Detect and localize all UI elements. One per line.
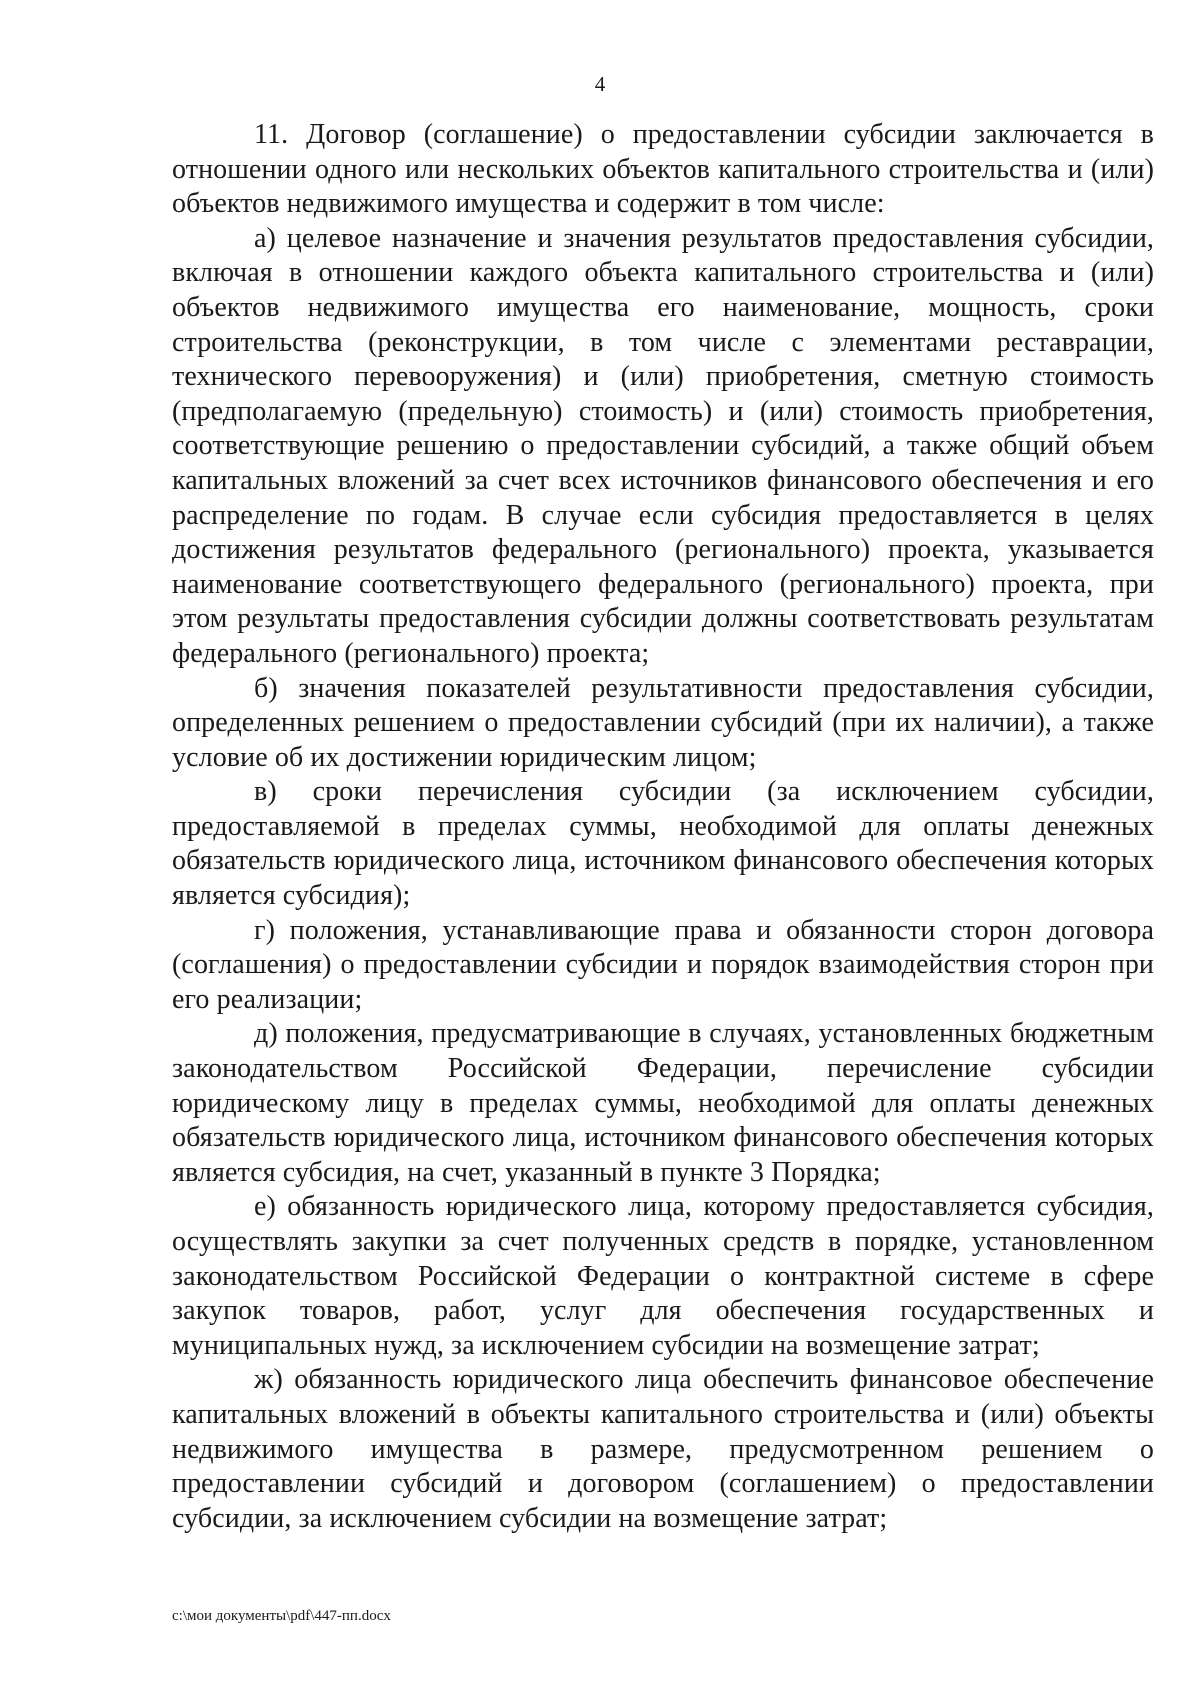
- item-d: д) положения, предусматривающие в случаях, установленных бюджетным законодательством Российской Федерации, перечисление субсидии юридическому лицу в пределах суммы, необходимой для оплаты денежных обязательств юридического лица, источником финансового обеспечения которых является субсидия, на счет, указанный в пункте 3 Порядка;: [172, 1018, 1154, 1188]
- item-a: а) целевое назначение и значения результатов предоставления субсидии, включая в отношении каждого объекта капитального строительства и (или) объектов недвижимого имущества его наименование, мощность, сроки строительства (реконструкции, в том числе с элементами реставрации, технического перевооружения) и (или) приобретения, сметную стоимость (предполагаемую (предельную) стоимость) и (или) стоимость приобретения, соответствующие решению о предоставлении субсидий, а также общий объем капитальных вложений за счет всех источников финансового обеспечения и его распределение по годам. В случае если субсидия предоставляется в целях достижения результатов федерального (регионального) проекта, указывается наименование соответствующего федерального (регионального) проекта, при этом результаты предоставления субсидии должны соответствовать результатам федерального (регионального) проекта;: [172, 222, 1154, 669]
- item-zh: ж) обязанность юридического лица обеспечить финансовое обеспечение капитальных вложений в объекты капитального строительства и (или) объекты недвижимого имущества в размере, предусмотренном решением о предоставлении субсидий и договором (соглашением) о предоставлении субсидии, за исключением субсидии на возмещение затрат;: [172, 1364, 1154, 1534]
- clause-number: 11.: [254, 119, 289, 150]
- item-g: г) положения, устанавливающие права и обязанности сторон договора (соглашения) о предоставлении субсидии и порядок взаимодействия сторон при его реализации;: [172, 914, 1154, 1015]
- item-e: е) обязанность юридического лица, которому предоставляется субсидия, осуществлять закупки за счет полученных средств в порядке, установленном законодательством Российской Федерации о контрактной системе в сфере закупок товаров, работ, услуг для обеспечения государственных и муниципальных нужд, за исключением субсидии на возмещение затрат;: [172, 1191, 1154, 1361]
- document-body: [172, 118, 1154, 1536]
- page-number: 4: [594, 72, 606, 96]
- footer-file-path: c:\мои документы\pdf\447-пп.docx: [172, 1608, 391, 1624]
- clause-11-paragraph: [172, 118, 1154, 222]
- clause-intro: Договор (соглашение) о предоставлении субсидии заключается в отношении одного или нескольких объектов капитального строительства и (или) объектов недвижимого имущества и содержит в том числе:: [172, 119, 1154, 220]
- item-v: в) сроки перечисления субсидии (за исключением субсидии, предоставляемой в пределах суммы, необходимой для оплаты денежных обязательств юридического лица, источником финансового обеспечения которых является субсидия);: [172, 776, 1154, 912]
- item-b: б) значения показателей результативности предоставления субсидии, определенных решением о предоставлении субсидий (при их наличии), а также условие об их достижении юридическим лицом;: [172, 672, 1154, 773]
